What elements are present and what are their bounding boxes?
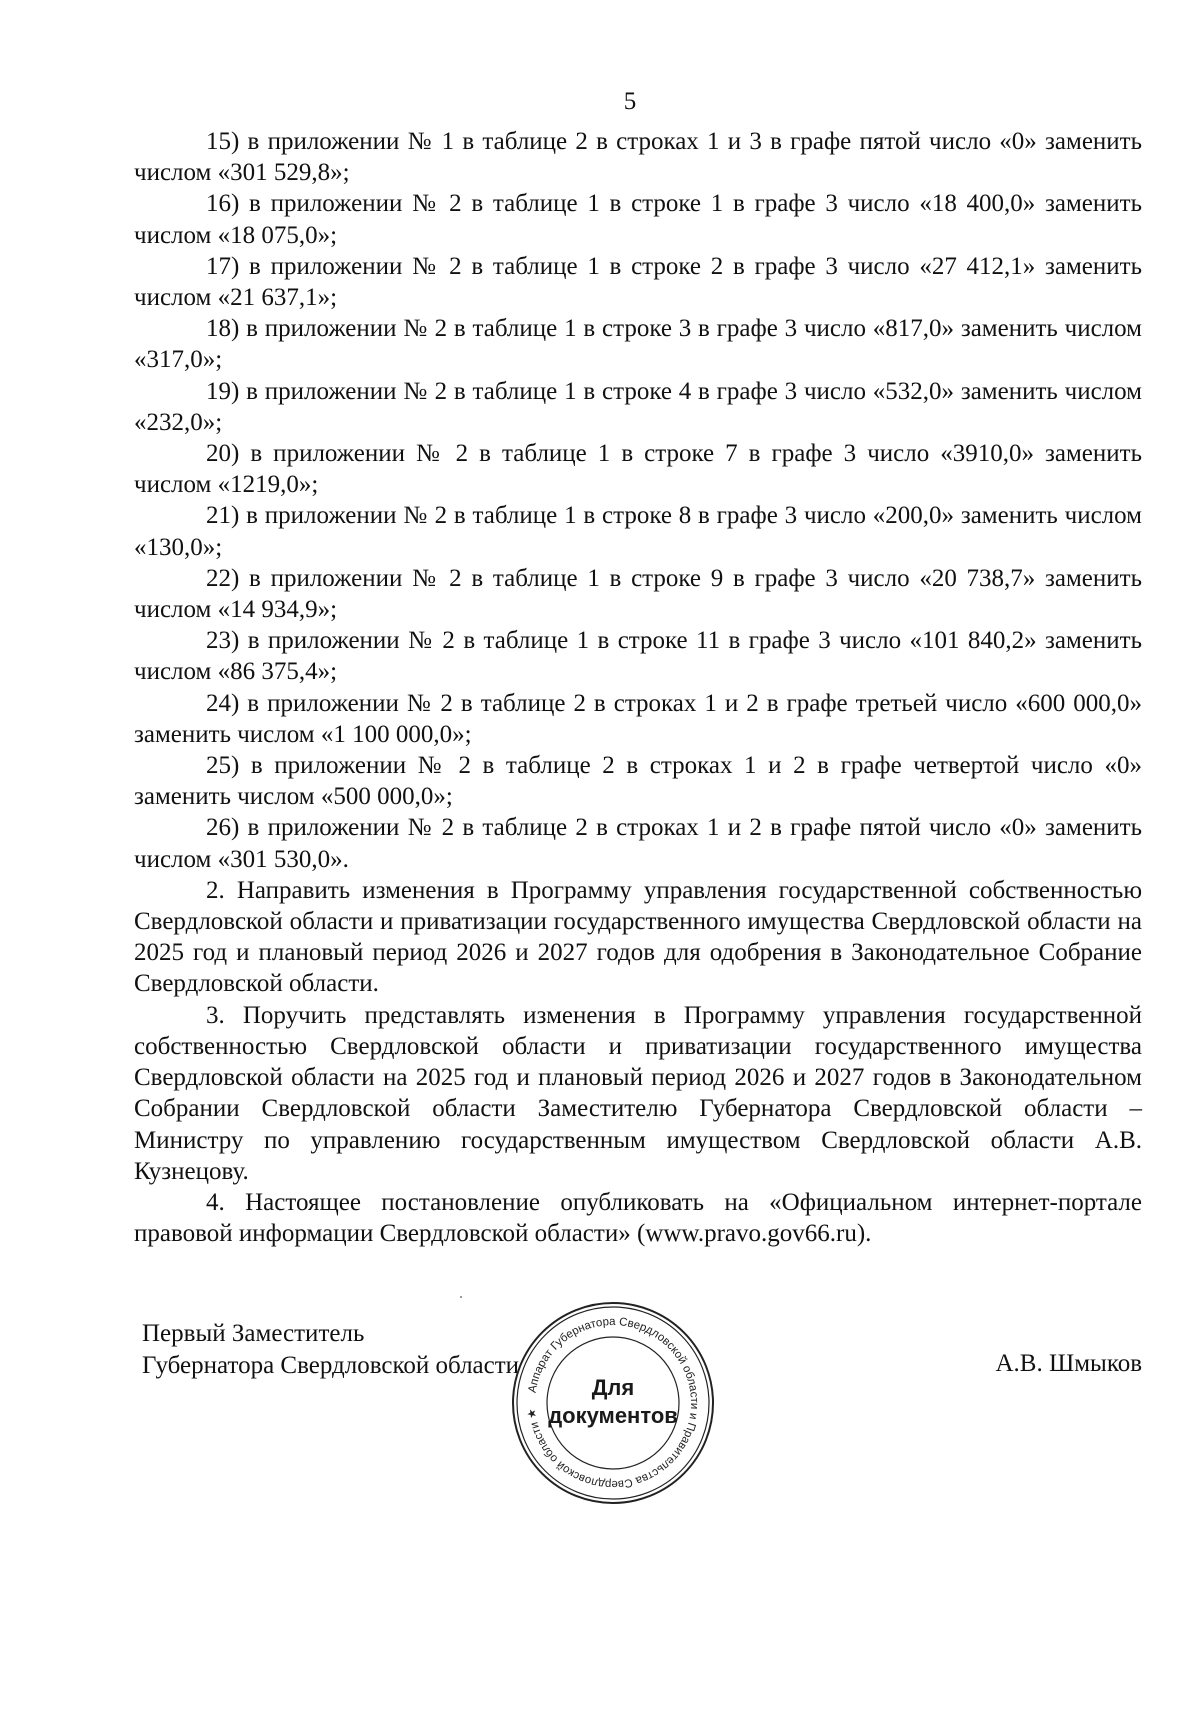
paragraph-item-17: 17) в приложении № 2 в таблице 1 в строке 2 в графе 3 число «27 412,1» заменить числом «21 637,1»; — [134, 252, 1142, 312]
paragraph-item-18: 18) в приложении № 2 в таблице 1 в строке 3 в графе 3 число «817,0» заменить числом «317,0»; — [134, 315, 1142, 374]
paragraph-clause-3: 3. Поручить представлять изменения в Программу управления государственной собственностью Свердловской области и приватизации государственного имущества Свердловской области на 2025 год и плановый период 2026 и 2027 годов в Законодательном Собрании Свердловской области Заместителю Губернатора Свердловской области – Министру по управлению государственным имуществом Свердловской области А.В. Кузнецову. — [134, 1001, 1142, 1185]
paragraph-item-16: 16) в приложении № 2 в таблице 1 в строке 1 в графе 3 число «18 400,0» заменить числом «18 075,0»; — [134, 190, 1142, 249]
document-body — [134, 126, 1142, 1249]
paragraph-clause-4: 4. Настоящее постановление опубликовать на «Официальном интернет-портале правовой информации Свердловской области» (www.pravo.gov66.ru). — [134, 1188, 1142, 1248]
paragraph-item-24: 24) в приложении № 2 в таблице 2 в строках 1 и 2 в графе третьей число «600 000,0» заменить числом «1 100 000,0»; — [134, 689, 1142, 748]
paragraph-item-21: 21) в приложении № 2 в таблице 1 в строке 8 в графе 3 число «200,0» заменить числом «130,0»; — [134, 502, 1142, 561]
speck — [460, 1296, 462, 1298]
paragraph-item-22: 22) в приложении № 2 в таблице 1 в строке 9 в графе 3 число «20 738,7» заменить числом «14 934,9»; — [134, 564, 1142, 624]
stamp-ring-text: Аппарат Губернатора Свердловской области и Правительства Свердловской области ★ — [526, 1315, 701, 1491]
signer-title-line1: Первый Заместитель — [142, 1320, 365, 1347]
paragraph-item-25: 25) в приложении № 2 в таблице 2 в строках 1 и 2 в графе четвертой число «0» заменить числом «500 000,0»; — [134, 752, 1142, 811]
page-number: 5 — [623, 88, 637, 115]
official-stamp — [508, 1298, 718, 1508]
stamp-center-line1: Для — [591, 1375, 635, 1400]
signer-name: А.В. Шмыков — [995, 1350, 1142, 1377]
paragraph-clause-2: 2. Направить изменения в Программу управления государственной собственностью Свердловской области и приватизации государственного имущества Свердловской области на 2025 год и плановый период 2026 и 2027 годов для одобрения в Законодательное Собрание Свердловской области. — [134, 876, 1142, 998]
paragraph-item-26: 26) в приложении № 2 в таблице 2 в строках 1 и 2 в графе пятой число «0» заменить числом «301 530,0». — [134, 814, 1142, 873]
paragraph-item-23: 23) в приложении № 2 в таблице 1 в строке 11 в графе 3 число «101 840,2» заменить числом «86 375,4»; — [134, 627, 1142, 686]
stamp-center-text — [508, 1374, 718, 1430]
paragraph-item-19: 19) в приложении № 2 в таблице 1 в строке 4 в графе 3 число «532,0» заменить числом «232,0»; — [134, 377, 1142, 436]
paragraph-item-15: 15) в приложении № 1 в таблице 2 в строках 1 и 3 в графе пятой число «0» заменить числом «301 529,8»; — [134, 128, 1142, 187]
paragraph-item-20: 20) в приложении № 2 в таблице 1 в строке 7 в графе 3 число «3910,0» заменить числом «1219,0»; — [134, 440, 1142, 499]
signer-title-line2: Губернатора Свердловской области — [142, 1352, 520, 1379]
stamp-center-line2: документов — [548, 1403, 678, 1428]
